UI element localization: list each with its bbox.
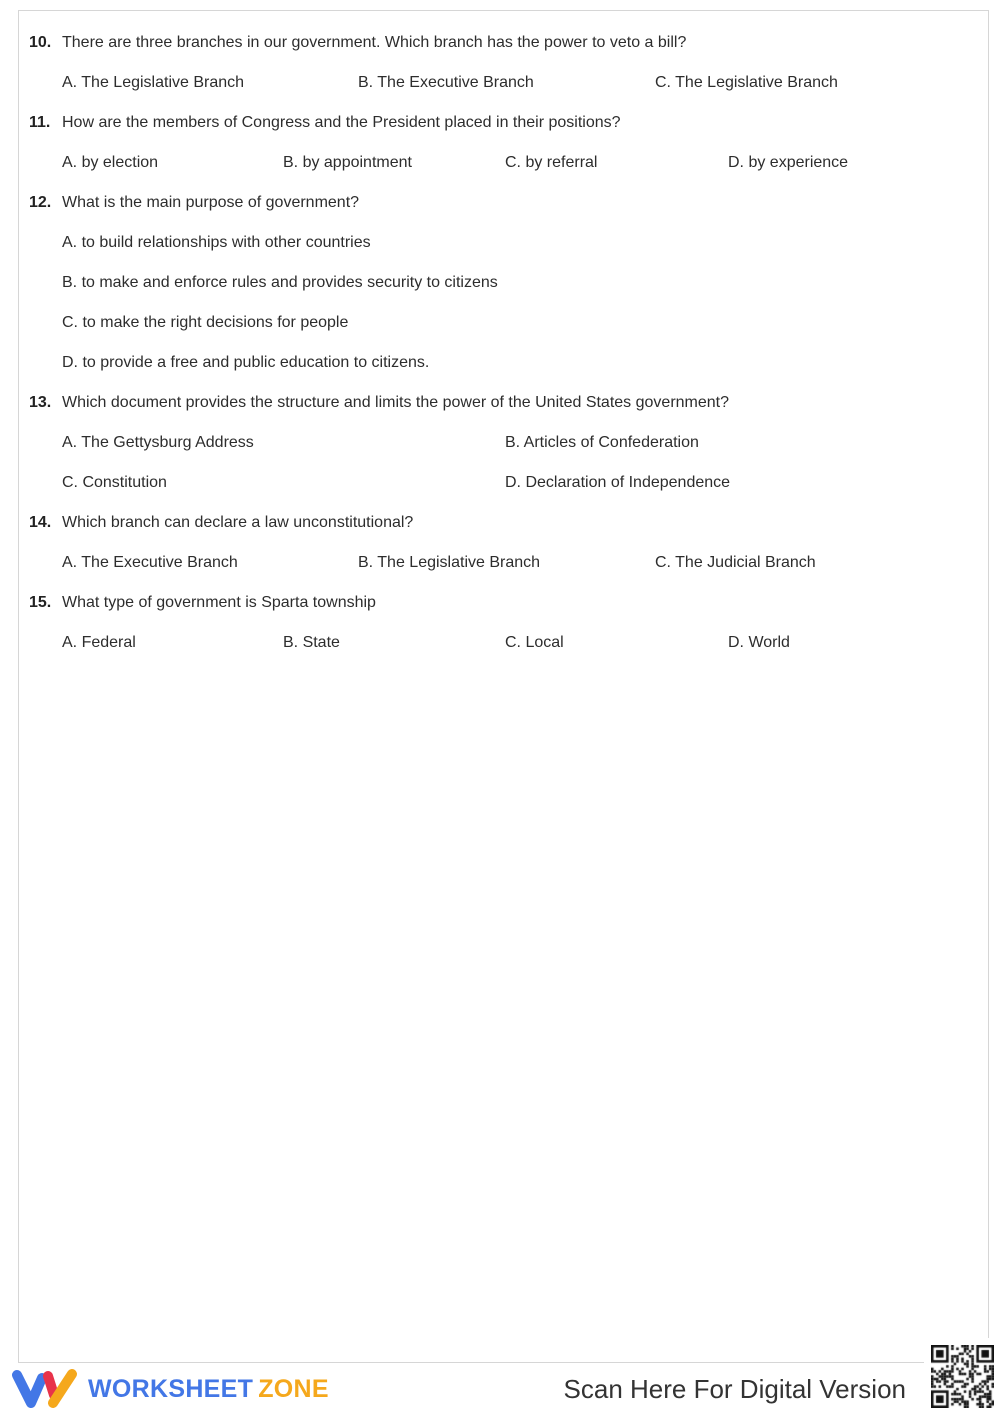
option-14-A: A. The Executive Branch: [62, 554, 238, 571]
question-number: 14.: [29, 514, 52, 531]
question-number: 11.: [29, 114, 51, 131]
scan-here-label: Scan Here For Digital Version: [563, 1373, 906, 1404]
option-12-D: D. to provide a free and public education to citizens.: [62, 354, 430, 371]
question-text: How are the members of Congress and the President placed in their positions?: [62, 114, 621, 131]
options-row: [62, 73, 970, 93]
option-14-C: C. The Judicial Branch: [655, 554, 816, 571]
option-10-A: A. The Legislative Branch: [62, 74, 245, 91]
option-11-C: C. by referral: [505, 154, 598, 171]
option-13-C: C. Constitution: [62, 474, 167, 491]
question-block: [29, 393, 970, 493]
question-block: [29, 513, 970, 573]
option-12-A: A. to build relationships with other countries: [62, 234, 371, 251]
question-text: Which branch can declare a law unconstitutional?: [62, 514, 414, 531]
option-14-B: B. The Legislative Branch: [358, 554, 541, 571]
options-row: [62, 553, 970, 573]
option-13-B: B. Articles of Confederation: [505, 434, 699, 451]
option-13-A: A. The Gettysburg Address: [62, 434, 254, 451]
question-block: [29, 33, 970, 93]
option-15-B: B. State: [283, 634, 340, 651]
option-10-C: C. The Legislative Branch: [655, 74, 838, 91]
question-text: Which document provides the structure and limits the power of the United States government?: [62, 394, 730, 411]
question-number: 15.: [29, 594, 52, 611]
brand-word-zone: ZONE: [258, 1374, 329, 1403]
question-block: [29, 113, 970, 173]
footer: [10, 1364, 990, 1414]
option-10-B: B. The Executive Branch: [358, 74, 534, 91]
question-block: [29, 193, 970, 373]
option-13-D: D. Declaration of Independence: [505, 474, 731, 491]
option-12-C: C. to make the right decisions for people: [62, 314, 349, 331]
options-row: [62, 433, 970, 493]
options-row: [62, 633, 970, 653]
worksheet-zone-w-icon: [10, 1369, 80, 1409]
questions-list: [29, 33, 970, 653]
option-11-D: D. by experience: [728, 154, 849, 171]
brand-word-worksheet: WORKSHEET: [88, 1374, 254, 1403]
qr-code-canvas: [931, 1345, 994, 1408]
question-number: 12.: [29, 194, 52, 211]
options-row: [62, 153, 970, 173]
option-11-A: A. by election: [62, 154, 159, 171]
question-text: What is the main purpose of government?: [62, 194, 360, 211]
option-11-B: B. by appointment: [283, 154, 412, 171]
options-row: [62, 233, 970, 373]
worksheet-zone-logo: [10, 1369, 329, 1409]
question-number: 13.: [29, 394, 52, 411]
qr-code: [924, 1338, 1000, 1414]
question-number: 10.: [29, 34, 52, 51]
worksheet-page: [18, 10, 989, 1363]
option-15-C: C. Local: [505, 634, 564, 651]
option-15-A: A. Federal: [62, 634, 136, 651]
question-block: [29, 593, 970, 653]
question-text: What type of government is Sparta township: [62, 594, 376, 611]
option-12-B: B. to make and enforce rules and provides security to citizens: [62, 274, 498, 291]
option-15-D: D. World: [728, 634, 790, 651]
question-text: There are three branches in our government. Which branch has the power to veto a bill?: [62, 34, 687, 51]
